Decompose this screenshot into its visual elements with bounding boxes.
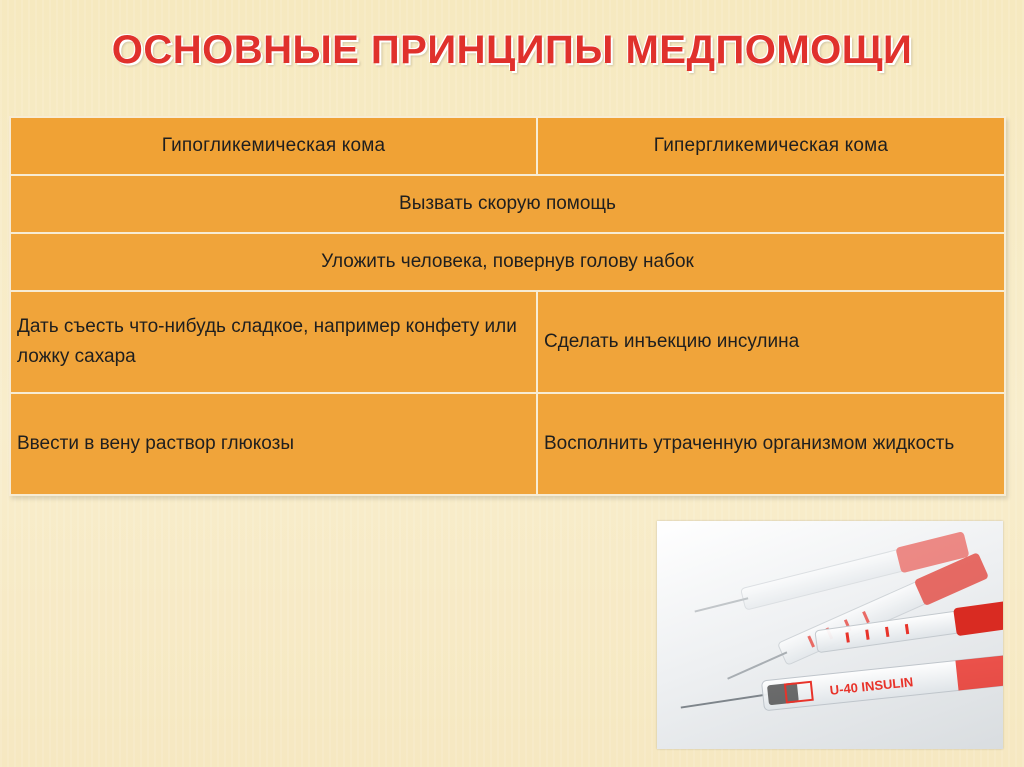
header-hyperglycemic-coma: Гипергликемическая кома [537,117,1005,175]
table-row [10,175,1005,233]
slide-title: ОСНОВНЫЕ ПРИНЦИПЫ МЕДПОМОЩИ [111,28,913,72]
table-row [10,393,1005,495]
cell-glucose-iv: Ввести в вену раствор глюкозы [10,393,537,495]
table-header-row [10,117,1005,175]
syringe-label: U-40 INSULIN [829,674,914,698]
cell-restore-fluid: Восполнить утраченную организмом жидкость [537,393,1005,495]
cell-call-ambulance: Вызвать скорую помощь [10,175,1005,233]
cell-give-sweet: Дать съесть что-нибудь сладкое, например конфету или ложку сахара [10,291,537,393]
header-hypoglycemic-coma: Гипогликемическая кома [10,117,537,175]
cell-insulin-injection: Сделать инъекцию инсулина [537,291,1005,393]
table-row [10,291,1005,393]
cell-lay-person-down: Уложить человека, повернув голову набок [10,233,1005,291]
insulin-syringes-photo [657,521,1003,749]
table-row [10,233,1005,291]
syringes-illustration [657,521,1003,749]
care-principles-table [9,116,1006,496]
